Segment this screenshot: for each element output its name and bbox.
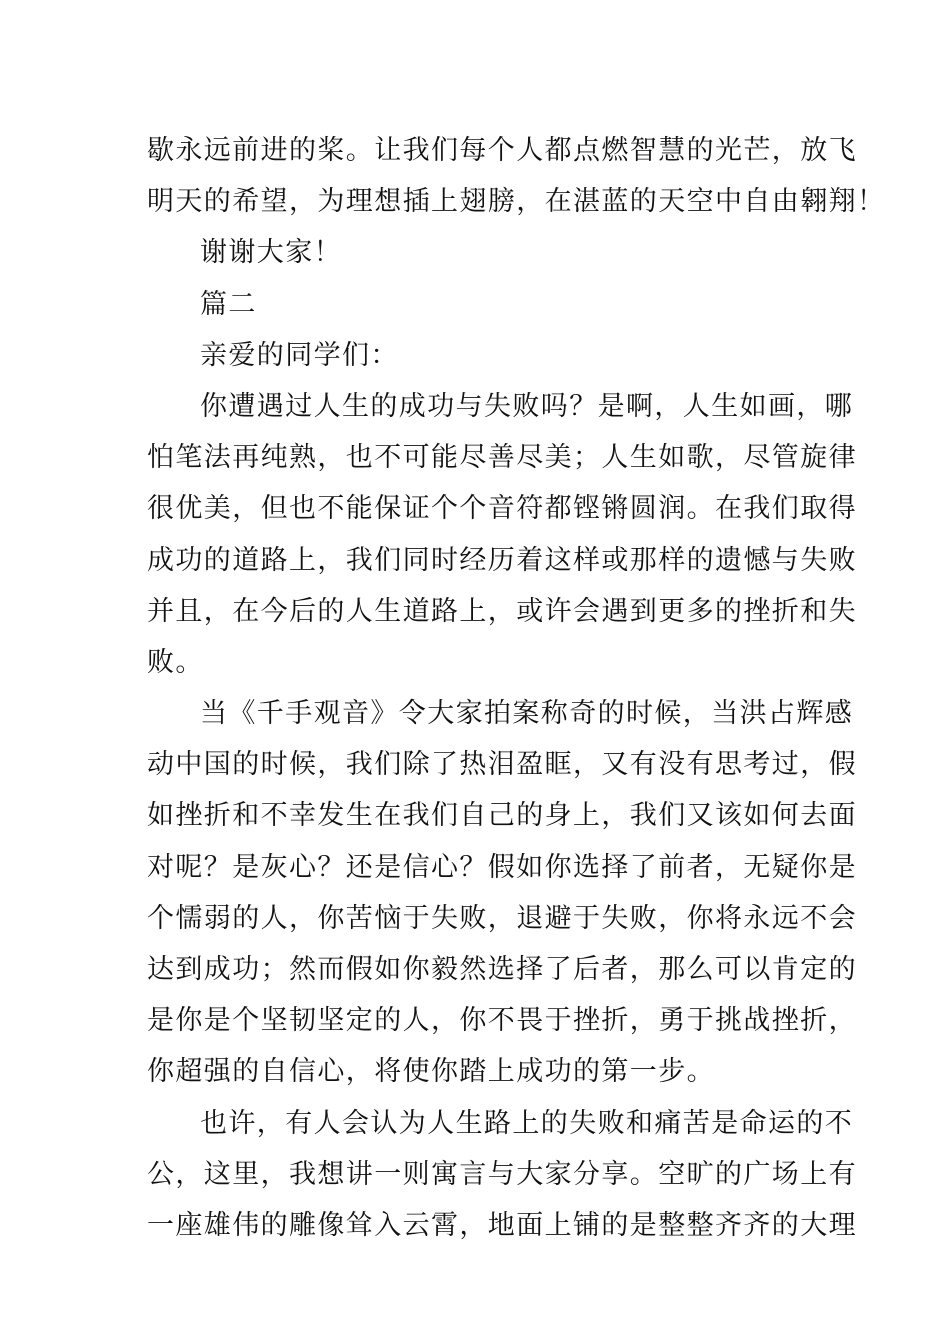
text-line: 败。	[147, 646, 204, 678]
text-line: 达到成功；然而假如你毅然选择了后者，那么可以肯定的	[147, 954, 857, 985]
text-line: 明天的希望，为理想插上翅膀，在湛蓝的天空中自由翱翔！	[147, 186, 886, 218]
text-line: 你遭遇过人生的成功与失败吗？是啊，人生如画，哪	[200, 390, 854, 422]
salutation: 亲爱的同学们：	[200, 339, 399, 371]
text-line: 个懦弱的人，你苦恼于失败，退避于失败，你将永远不会	[147, 902, 857, 934]
section-heading: 篇二	[200, 288, 257, 320]
document-body	[147, 125, 886, 1251]
text-line: 很优美，但也不能保证个个音符都铿锵圆润。在我们取得	[147, 493, 857, 525]
text-line: 一座雄伟的雕像耸入云霄，地面上铺的是整整齐齐的大理	[147, 1209, 857, 1241]
text-line: 是你是个坚韧坚定的人，你不畏于挫折，勇于挑战挫折，	[147, 1005, 857, 1037]
text-line: 动中国的时候，我们除了热泪盈眶，又有没有思考过，假	[147, 749, 857, 781]
text-line: 成功的道路上，我们同时经历着这样或那样的遗憾与失败	[147, 544, 857, 576]
text-line: 也许，有人会认为人生路上的失败和痛苦是命运的不	[200, 1107, 854, 1139]
text-line: 如挫折和不幸发生在我们自己的身上，我们又该如何去面	[147, 800, 857, 832]
text-line: 你超强的自信心，将使你踏上成功的第一步。	[147, 1056, 715, 1088]
closing-thanks: 谢谢大家！	[200, 237, 342, 269]
text-line: 当《千手观音》令大家拍案称奇的时候，当洪占辉感	[200, 698, 854, 730]
text-line: 对呢？是灰心？还是信心？假如你选择了前者，无疑你是	[147, 851, 857, 883]
text-line: 歇永远前进的桨。让我们每个人都点燃智慧的光芒，放飞	[147, 135, 857, 166]
text-line: 公，这里，我想讲一则寓言与大家分享。空旷的广场上有	[147, 1158, 857, 1190]
text-line: 并且，在今后的人生道路上，或许会遇到更多的挫折和失	[147, 595, 857, 627]
text-line: 怕笔法再纯熟，也不可能尽善尽美；人生如歌，尽管旋律	[147, 442, 857, 474]
